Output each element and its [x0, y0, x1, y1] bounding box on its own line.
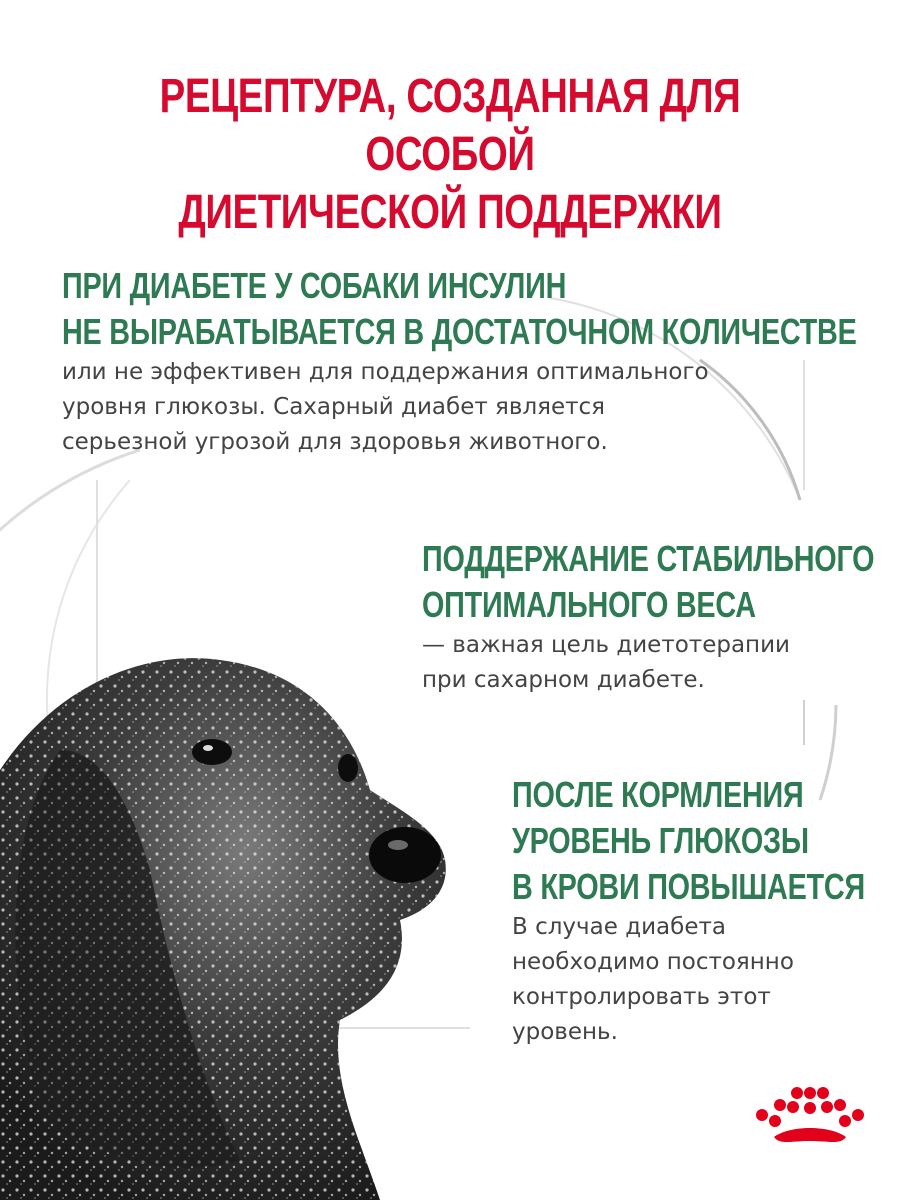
heading-line: В КРОВИ ПОВЫШАЕТСЯ: [512, 866, 865, 907]
section-weight-heading: [422, 536, 874, 628]
text-line: контролировать этот: [512, 984, 771, 1010]
section-weight: [422, 536, 900, 698]
title-line-2: ДИЕТИЧЕСКОЙ ПОДДЕРЖКИ: [178, 186, 722, 239]
section-insulin: [62, 263, 900, 460]
heading-line: УРОВЕНЬ ГЛЮКОЗЫ: [512, 820, 809, 861]
text-line: при сахарном диабете.: [422, 667, 705, 693]
heading-line: НЕ ВЫРАБАТЫВАЕТСЯ В ДОСТАТОЧНОМ КОЛИЧЕСТВЕ: [62, 311, 857, 352]
text-line: — важная цель диетотерапии: [422, 632, 790, 658]
title-line-1: РЕЦЕПТУРА, СОЗДАННАЯ ДЛЯ ОСОБОЙ: [159, 70, 741, 181]
text-line: уровня глюкозы. Сахарный диабет является: [62, 394, 606, 420]
heading-line: ПОСЛЕ КОРМЛЕНИЯ: [512, 774, 804, 815]
page-title: [90, 68, 810, 242]
section-weight-text: [422, 628, 900, 698]
section-insulin-text: [62, 355, 900, 460]
heading-line: ПРИ ДИАБЕТЕ У СОБАКИ ИНСУЛИН: [62, 265, 567, 306]
section-glucose-text: [512, 910, 900, 1050]
text-line: В случае диабета: [512, 914, 726, 940]
section-glucose: [512, 772, 900, 1050]
section-glucose-heading: [512, 772, 865, 910]
text-line: или не эффективен для поддержания оптимального: [62, 359, 709, 385]
text-line: серьезной угрозой для здоровья животного.: [62, 429, 608, 455]
dog-photo: [0, 640, 460, 1200]
heading-line: ОПТИМАЛЬНОГО ВЕСА: [422, 584, 756, 625]
section-insulin-heading: [62, 263, 857, 355]
text-line: необходимо постоянно: [512, 949, 794, 975]
text-line: уровень.: [512, 1019, 618, 1045]
heading-line: ПОДДЕРЖАНИЕ СТАБИЛЬНОГО: [422, 538, 875, 579]
royal-canin-crown-logo: [750, 1085, 870, 1155]
